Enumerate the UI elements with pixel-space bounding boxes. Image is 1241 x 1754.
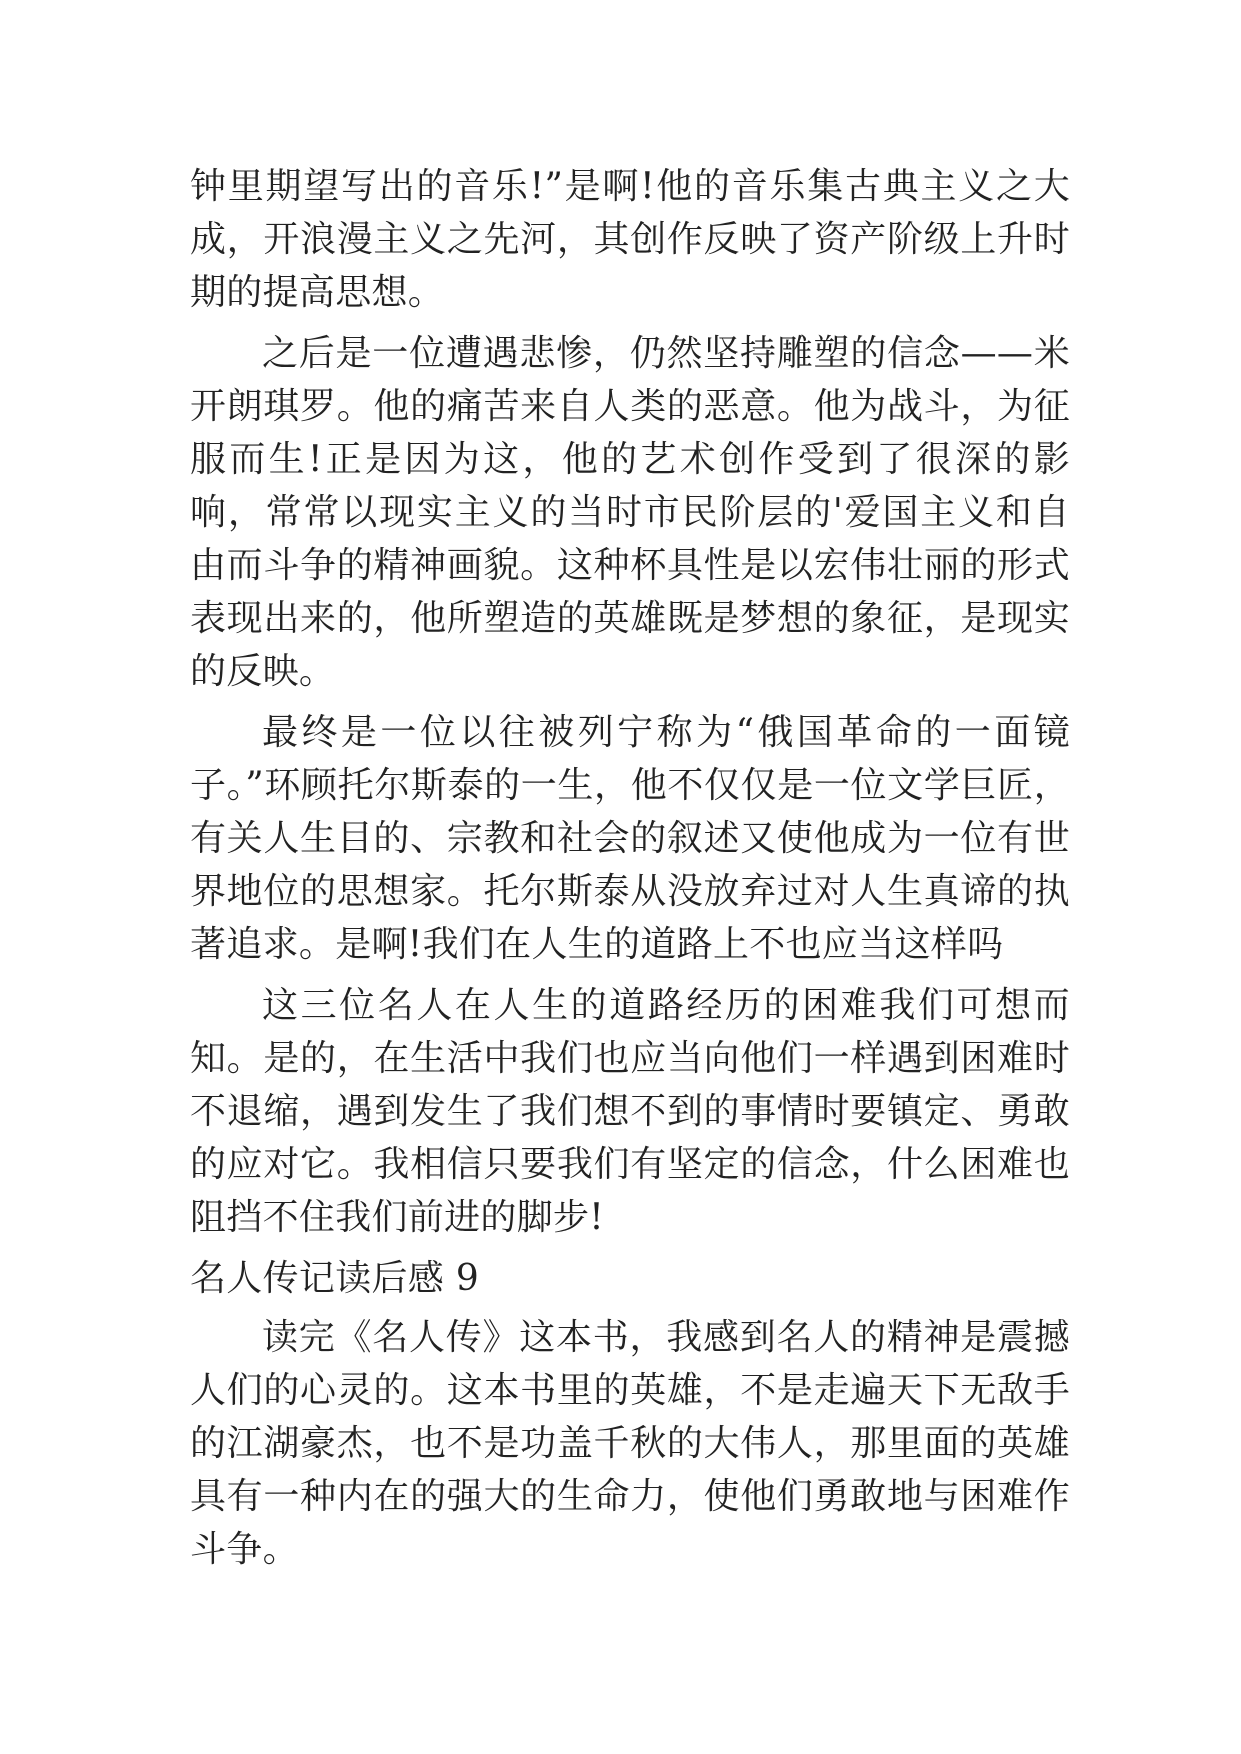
section-heading: 名人传记读后感 9 bbox=[190, 1258, 480, 1299]
paragraph: 读完《名人传》这本书，我感到名人的精神是震撼人们的心灵的。这本书里的英雄，不是走遍天下无敌手的江湖豪杰，也不是功盖千秋的大伟人，那里面的英雄具有一种内在的强大的生命力，使他们勇敢地与困难作斗争。 bbox=[190, 1317, 1070, 1570]
paragraph: 钟里期望写出的音乐!”是啊!他的音乐集古典主义之大成，开浪漫主义之先河，其创作反映了资产阶级上升时期的提高思想。 bbox=[190, 166, 1070, 313]
paragraph: 最终是一位以往被列宁称为“俄国革命的一面镜子。”环顾托尔斯泰的一生，他不仅仅是一位文学巨匠，有关人生目的、宗教和社会的叙述又使他成为一位有世界地位的思想家。托尔斯泰从没放弃过对人生真谛的执著追求。是啊!我们在人生的道路上不也应当这样吗 bbox=[190, 712, 1070, 965]
document-body bbox=[190, 160, 1070, 1584]
paragraph: 之后是一位遭遇悲惨，仍然坚持雕塑的信念——米开朗琪罗。他的痛苦来自人类的恶意。他为战斗，为征服而生!正是因为这，他的艺术创作受到了很深的影响，常常以现实主义的当时市民阶层的'爱国主义和自由而斗争的精神画貌。这种杯具性是以宏伟壮丽的形式表现出来的，他所塑造的英雄既是梦想的象征，是现实的反映。 bbox=[190, 333, 1070, 692]
paragraph: 这三位名人在人生的道路经历的困难我们可想而知。是的，在生活中我们也应当向他们一样遇到困难时不退缩，遇到发生了我们想不到的事情时要镇定、勇敢的应对它。我相信只要我们有坚定的信念，什么困难也阻挡不住我们前进的脚步! bbox=[190, 985, 1070, 1238]
